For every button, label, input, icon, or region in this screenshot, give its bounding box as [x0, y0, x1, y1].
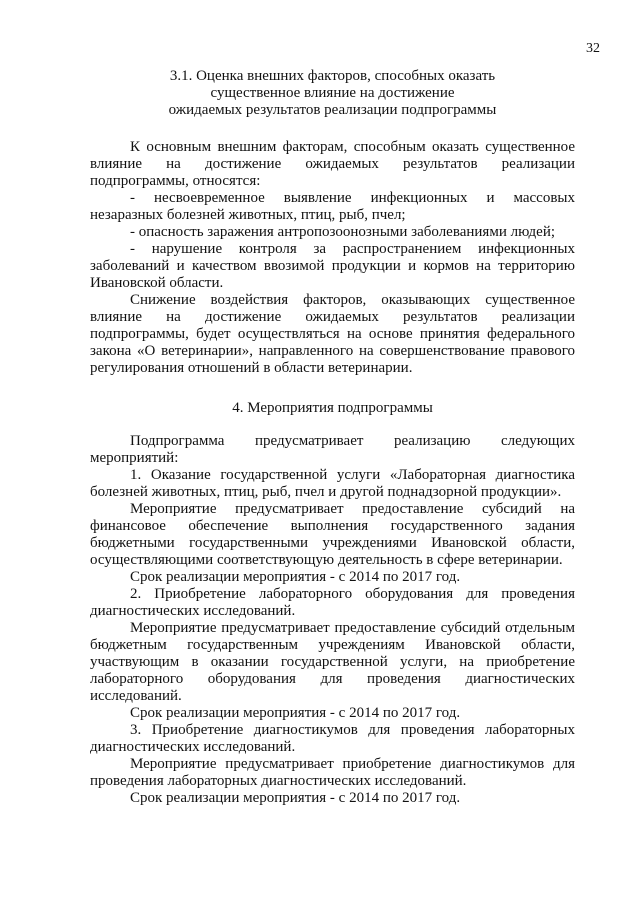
paragraph: Мероприятие предусматривает предоставление субсидий отдельным бюджетным государственным учреждениям Ивановской области, участвующим в оказании государственной услуги, на приобретение лабораторного оборудования для проведения диагностических исследований. [90, 620, 575, 704]
paragraph: Мероприятие предусматривает приобретение диагностикумов для проведения лабораторных диагностических исследований. [90, 756, 575, 789]
section-heading-external-factors [90, 68, 575, 119]
heading-line: 4. Мероприятия подпрограммы [232, 400, 433, 416]
measure-title: 1. Оказание государственной услуги «Лабораторная диагностика болезней животных, птиц, рыб, пчел и другой поднадзорной продукции». [90, 467, 575, 500]
heading-line: существенное влияние на достижение [210, 85, 455, 101]
section-body-measures [90, 433, 575, 807]
paragraph: Срок реализации мероприятия - с 2014 по 2017 год. [130, 790, 461, 806]
measure-title: 2. Приобретение лабораторного оборудования для проведения диагностических исследований. [90, 586, 575, 619]
list-item: - несвоевременное выявление инфекционных и массовых незаразных болезней животных, птиц, рыб, пчел; [90, 190, 575, 223]
measure-title: 3. Приобретение диагностикумов для проведения лабораторных диагностических исследований. [90, 722, 575, 755]
paragraph: Срок реализации мероприятия - с 2014 по 2017 год. [130, 705, 461, 721]
paragraph: Подпрограмма предусматривает реализацию следующих мероприятий: [90, 433, 575, 466]
list-item: - опасность заражения антропозоонозными заболеваниями людей; [130, 224, 556, 240]
paragraph: Мероприятие предусматривает предоставление субсидий на финансовое обеспечение выполнения государственного задания бюджетными государственными учреждениями Ивановской области, осуществляющими соответствующую деятельность в сфере ветеринарии. [90, 501, 575, 568]
paragraph: К основным внешним факторам, способным оказать существенное влияние на достижение ожидаемых результатов реализации подпрограммы, относятся: [90, 139, 575, 189]
page-number: 32 [586, 41, 600, 56]
paragraph: Срок реализации мероприятия - с 2014 по 2017 год. [130, 569, 461, 585]
heading-line: ожидаемых результатов реализации подпрограммы [168, 102, 497, 118]
paragraph: Снижение воздействия факторов, оказывающих существенное влияние на достижение ожидаемых результатов реализации подпрограммы, будет осуществляться на основе принятия федерального закона «О ветеринарии», направленного на совершенствование правового регулирования отношений в области ветеринарии. [90, 292, 575, 376]
section-body-external-factors [90, 139, 575, 377]
list-item: - нарушение контроля за распространением инфекционных заболеваний и качеством ввозимой продукции и кормов на территорию Ивановской области. [90, 241, 575, 291]
section-heading-measures [90, 400, 575, 417]
heading-line: 3.1. Оценка внешних факторов, способных оказать [169, 68, 496, 84]
